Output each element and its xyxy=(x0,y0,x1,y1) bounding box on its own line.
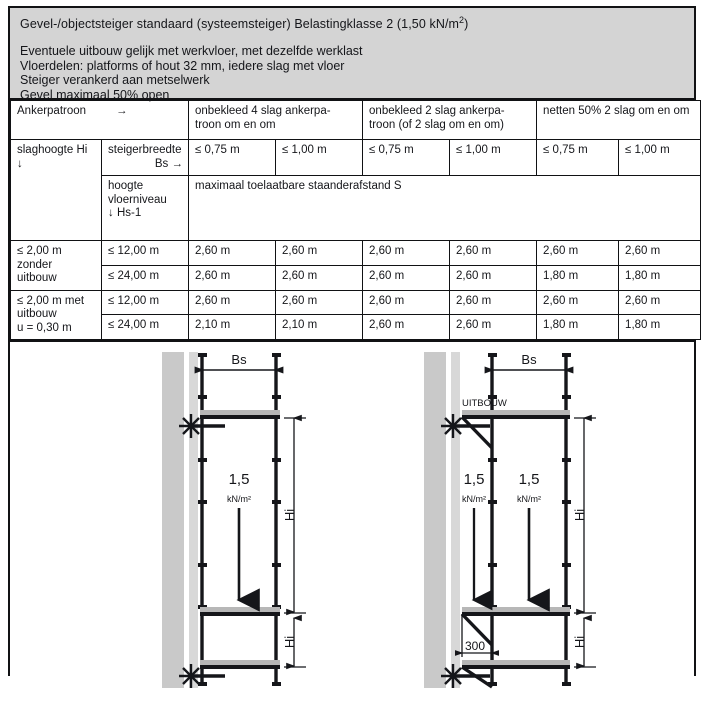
cell-height-1b: ≤ 24,00 m xyxy=(102,265,189,290)
wall-facade-strip xyxy=(189,352,198,688)
group-header-2-line1: onbekleed 2 slag ankerpa- xyxy=(369,105,505,117)
load-class-table xyxy=(10,100,701,340)
wall-masonry xyxy=(162,352,184,688)
hi-label-lower: Hi xyxy=(282,635,297,649)
load-unit-label-inner: kN/m² xyxy=(517,494,541,504)
group-header-1-line1: onbekleed 4 slag ankerpa- xyxy=(195,105,331,117)
title-note-3: Steiger verankerd aan metselwerk xyxy=(20,73,210,87)
group-header-1-line2: troon om en om xyxy=(195,118,276,131)
uitbouw-label: UITBOUW xyxy=(462,398,507,409)
cell-value-2b-1: 2,10 m xyxy=(189,315,276,340)
title-note-1: Eventuele uitbouw gelijk met werkvloer, met dezelfde werklast xyxy=(20,44,363,58)
cell-value-1b-1: 2,60 m xyxy=(189,265,276,290)
cell-rowgroup-1-label xyxy=(11,241,102,291)
title-note-2: Vloerdelen: platforms of hout 32 mm, iedere slag met vloer xyxy=(20,58,345,73)
title-note-4: Gevel maximaal 50% open xyxy=(20,87,170,102)
load-unit-label-outer: kN/m² xyxy=(462,494,486,504)
cell-value-1a-6: 2,60 m xyxy=(619,241,701,266)
cell-anker-label xyxy=(11,101,189,140)
group-header-2-line2: troon (of 2 slag om en om) xyxy=(369,118,504,131)
hi-label-upper: Hi xyxy=(282,508,297,522)
diagram-right xyxy=(424,352,596,688)
table-row-data xyxy=(11,290,701,315)
cell-value-2a-4: 2,60 m xyxy=(450,290,537,315)
cell-value-2a-1: 2,60 m xyxy=(189,290,276,315)
hi-label-upper: Hi xyxy=(572,508,587,522)
steigerbreedte-arrow-icon: Bs → xyxy=(154,157,184,170)
cell-value-1a-2: 2,60 m xyxy=(276,241,363,266)
cell-value-2b-5: 1,80 m xyxy=(537,315,619,340)
cell-value-2a-3: 2,60 m xyxy=(363,290,450,315)
rowgroup-2-line2: uitbouw xyxy=(17,308,57,320)
document-title xyxy=(20,16,684,32)
cell-group-header-3 xyxy=(537,101,701,140)
cell-width-4: ≤ 1,00 m xyxy=(450,140,537,176)
document-title-suffix: ) xyxy=(464,17,469,31)
cell-width-6: ≤ 1,00 m xyxy=(619,140,701,176)
table-row-widths xyxy=(11,140,701,176)
slaghoogte-label-text: slaghoogte Hi xyxy=(17,144,88,156)
cell-rowgroup-2-label xyxy=(11,290,102,340)
load-value-label-inner: 1,5 xyxy=(518,471,540,488)
cell-value-1b-5: 1,80 m xyxy=(537,265,619,290)
rowgroup-2-line3: u = 0,30 m xyxy=(17,321,72,334)
cell-value-2b-2: 2,10 m xyxy=(276,315,363,340)
title-block xyxy=(10,8,694,100)
cell-value-1b-3: 2,60 m xyxy=(363,265,450,290)
spec-sheet xyxy=(8,6,696,676)
rowgroup-2-line1: ≤ 2,00 m met xyxy=(17,294,85,307)
load-value-label-outer: 1,5 xyxy=(463,471,485,488)
cell-slaghoogte-label xyxy=(11,140,102,241)
cell-steigerbreedte-label xyxy=(102,140,189,176)
cell-group-header-1 xyxy=(189,101,363,140)
table-row-data xyxy=(11,241,701,266)
load-unit-label: kN/m² xyxy=(227,494,251,504)
wall-facade-strip xyxy=(451,352,460,688)
cell-staanderafstand: maximaal toelaatbare staanderafstand S xyxy=(189,176,701,241)
diagram-left xyxy=(162,352,306,700)
cell-height-2a: ≤ 12,00 m xyxy=(102,290,189,315)
bs-label: Bs xyxy=(521,352,537,367)
cell-height-1a: ≤ 12,00 m xyxy=(102,241,189,266)
rowgroup-1-line2: zonder xyxy=(17,258,53,271)
document-title-superscript: 2 xyxy=(459,14,465,25)
cell-value-1a-5: 2,60 m xyxy=(537,241,619,266)
table-row-staanderafstand xyxy=(11,176,701,241)
cell-width-1: ≤ 0,75 m xyxy=(189,140,276,176)
cell-value-1b-4: 2,60 m xyxy=(450,265,537,290)
steigerbreedte-label-text: steigerbreedte xyxy=(108,144,182,156)
hoogte-line-2: vloerniveau xyxy=(108,193,167,206)
right-arrow-icon: → xyxy=(116,105,128,117)
cell-value-2a-6: 2,60 m xyxy=(619,290,701,315)
hoogte-line-1: hoogte xyxy=(108,180,144,192)
table-row-anchor-pattern xyxy=(11,101,701,140)
document-title-text: Gevel-/objectsteiger standaard (systeemsteiger) Belastingklasse 2 (1,50 kN/m xyxy=(20,17,460,31)
group-header-3-line1: netten 50% 2 slag om en om xyxy=(543,105,690,117)
cell-width-5: ≤ 0,75 m xyxy=(537,140,619,176)
load-value-label: 1,5 xyxy=(228,471,250,488)
cell-value-2b-6: 1,80 m xyxy=(619,315,701,340)
cell-width-3: ≤ 0,75 m xyxy=(363,140,450,176)
anker-label-text: Ankerpatroon xyxy=(17,105,87,117)
down-arrow-icon: ↓ xyxy=(17,157,23,170)
bs-label: Bs xyxy=(231,352,247,367)
cell-value-2a-2: 2,60 m xyxy=(276,290,363,315)
cell-value-2a-5: 2,60 m xyxy=(537,290,619,315)
cell-value-1a-3: 2,60 m xyxy=(363,241,450,266)
cell-height-2b: ≤ 24,00 m xyxy=(102,315,189,340)
dim-300-label: 300 xyxy=(465,639,486,653)
uitbouw-bracket-upper xyxy=(462,417,492,448)
hi-label-lower: Hi xyxy=(572,635,587,649)
rowgroup-1-line1: ≤ 2,00 m xyxy=(17,245,62,257)
cell-value-2b-3: 2,60 m xyxy=(363,315,450,340)
cell-value-1a-4: 2,60 m xyxy=(450,241,537,266)
cell-value-2b-4: 2,60 m xyxy=(450,315,537,340)
cell-hoogte-vloerniveau xyxy=(102,176,189,241)
cell-value-1b-6: 1,80 m xyxy=(619,265,701,290)
cell-value-1a-1: 2,60 m xyxy=(189,241,276,266)
title-notes xyxy=(20,44,684,102)
table-row-data xyxy=(11,315,701,340)
table-row-data xyxy=(11,265,701,290)
rowgroup-1-line3: uitbouw xyxy=(17,272,57,284)
wall-masonry xyxy=(424,352,446,688)
cell-value-1b-2: 2,60 m xyxy=(276,265,363,290)
cell-group-header-2 xyxy=(363,101,537,140)
scaffold-diagrams xyxy=(10,340,694,704)
hoogte-line-3: ↓ Hs-1 xyxy=(108,207,142,219)
cell-width-2: ≤ 1,00 m xyxy=(276,140,363,176)
scaffold-diagram-svg xyxy=(10,342,694,700)
